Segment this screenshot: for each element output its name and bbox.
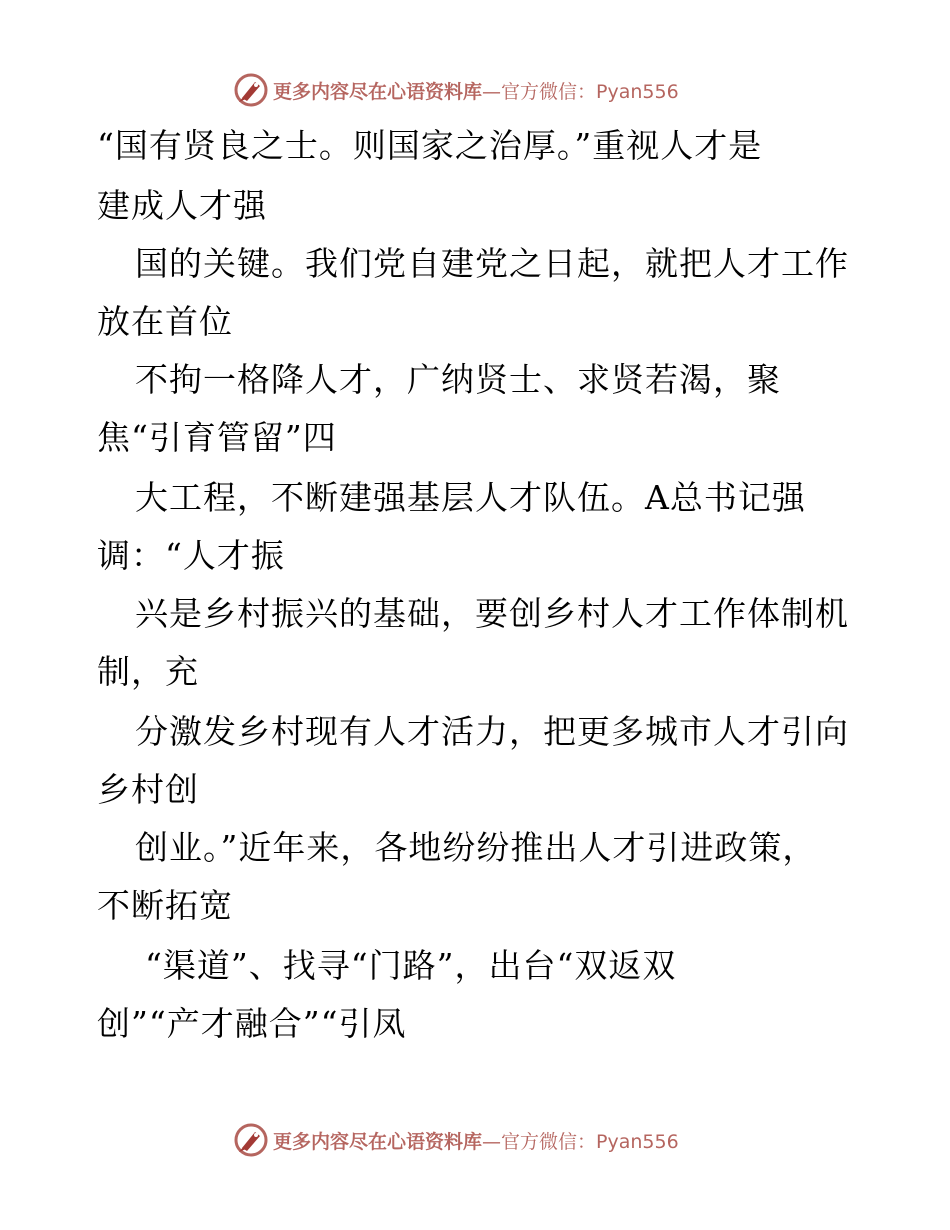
pen-nib-logo-icon (233, 1122, 269, 1158)
text-line: 调：“人才振 (97, 536, 285, 575)
watermark-text (273, 1127, 679, 1154)
watermark-wechat: 官方微信：Pyan556 (501, 1130, 679, 1153)
pen-nib-logo-icon (233, 72, 269, 108)
watermark-brand: 更多内容尽在心语资料库 (273, 1130, 483, 1153)
text-line: 制，充 (97, 652, 199, 691)
text-line: 分激发乡村现有人才活力，把更多城市人才引向 (135, 712, 849, 751)
text-line: 不断拓宽 (97, 886, 233, 925)
watermark-header (233, 72, 679, 108)
text-line: 大工程，不断建强基层人才队伍。A总书记强 (135, 478, 806, 517)
watermark-separator: — (482, 1130, 502, 1153)
text-line: 国的关键。我们党自建党之日起，就把人才工作 (135, 244, 849, 283)
text-line: 创业。”近年来，各地纷纷推出人才引进政策， (135, 828, 817, 867)
text-line: 焦“引育管留”四 (97, 418, 337, 457)
watermark-brand: 更多内容尽在心语资料库 (273, 80, 483, 103)
text-line: 放在首位 (97, 302, 233, 341)
text-line: 不拘一格降人才，广纳贤士、求贤若渴，聚 (135, 360, 781, 399)
text-line: 乡村创 (97, 770, 199, 809)
text-line: “国有贤良之士。则国家之治厚。”重视人才是 (97, 126, 763, 165)
text-line: “渠道”、找寻“门路”，出台“双返双 (145, 946, 677, 985)
watermark-footer (233, 1122, 679, 1158)
watermark-text (273, 77, 679, 104)
watermark-wechat: 官方微信：Pyan556 (501, 80, 679, 103)
text-line: 创”“产才融合”“引凤 (97, 1004, 407, 1043)
text-line: 建成人才强 (97, 186, 267, 225)
text-line: 兴是乡村振兴的基础，要创乡村人才工作体制机 (135, 594, 849, 633)
watermark-separator: — (482, 80, 502, 103)
